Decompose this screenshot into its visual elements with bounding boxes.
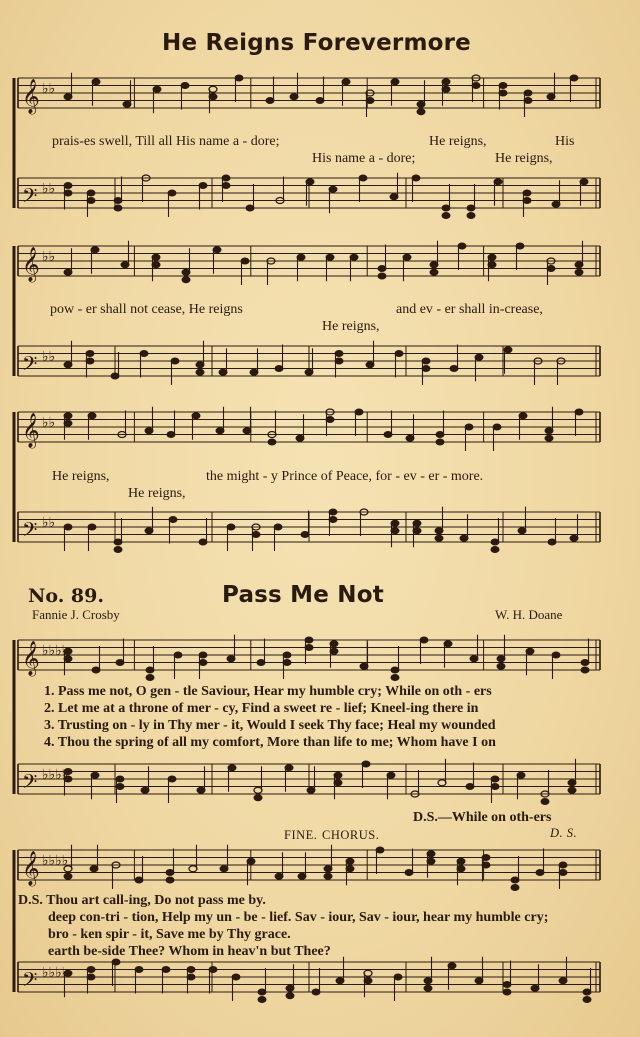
svg-text:𝄢: 𝄢: [22, 770, 38, 798]
fine-mark: FINE.: [284, 828, 318, 842]
lyric-line: and ev - er shall in-crease,: [396, 302, 543, 317]
verse-line: 1. Pass me not, O gen - tle Saviour, Hear my humble cry; While on oth - ers: [44, 684, 492, 699]
svg-text:𝄢: 𝄢: [22, 968, 38, 996]
lyric-line: the might - y Prince of Peace, for - ev - er - more.: [206, 469, 484, 484]
svg-text:♭♭: ♭♭: [42, 349, 56, 365]
svg-text:♭♭♭♭: ♭♭♭♭: [42, 643, 69, 659]
svg-text:♭♭: ♭♭: [42, 415, 56, 431]
author-credit: Fannie J. Crosby: [32, 607, 120, 622]
svg-text:♭♭: ♭♭: [42, 515, 56, 531]
lyric-line: pow - er shall not cease, He reigns: [50, 302, 243, 317]
verse-line: 2. Let me at a throne of mer - cy, Find a sweet re - lief; Kneel-ing there in: [44, 701, 479, 716]
svg-text:♭♭: ♭♭: [42, 181, 56, 197]
verse-line: 4. Thou the spring of all my comfort, More than life to me; Whom have I on: [44, 735, 496, 750]
svg-text:♭♭♭♭: ♭♭♭♭: [42, 853, 69, 869]
lyric-line: His: [555, 134, 575, 149]
lyric-line: He reigns,: [429, 134, 487, 149]
svg-text:𝄞: 𝄞: [22, 413, 40, 448]
verse-line: deep con-tri - tion, Help my un - be - lief. Sav - iour, Sav - iour, hear my humble cry;: [48, 910, 549, 925]
svg-text:♭♭♭♭: ♭♭♭♭: [42, 767, 69, 783]
svg-text:♭♭♭♭: ♭♭♭♭: [42, 965, 69, 981]
svg-text:𝄞: 𝄞: [22, 79, 40, 114]
hymn-title: Pass Me Not: [222, 582, 384, 608]
lyric-line: He reigns,: [322, 319, 380, 334]
svg-text:𝄢: 𝄢: [22, 184, 38, 212]
composer-credit: W. H. Doane: [495, 607, 563, 622]
chorus-mark: CHORUS.: [322, 828, 380, 842]
ds-note: D.S.—While on oth-ers: [413, 810, 552, 825]
svg-text:♭♭: ♭♭: [42, 249, 56, 265]
svg-text:𝄞: 𝄞: [22, 641, 40, 676]
lyric-line: He reigns,: [52, 469, 110, 484]
lyric-line: He reigns,: [495, 151, 553, 166]
verse-line: D.S. Thou art call-ing, Do not pass me by.: [18, 893, 266, 908]
lyric-line: prais-es swell, Till all His name a - dore;: [52, 134, 280, 149]
svg-text:𝄢: 𝄢: [22, 518, 38, 546]
lyric-line: He reigns,: [128, 486, 186, 501]
verse-line: bro - ken spir - it, Save me by Thy grace.: [48, 927, 291, 942]
ds-mark: D. S.: [550, 826, 578, 840]
svg-text:♭♭: ♭♭: [42, 81, 56, 97]
svg-text:𝄞: 𝄞: [22, 247, 40, 282]
verse-line: 3. Trusting on - ly in Thy mer - it, Would I seek Thy face; Heal my wounded: [44, 718, 496, 733]
verse-line: earth be-side Thee? Whom in heav'n but Thee?: [48, 944, 331, 959]
hymn-title: He Reigns Forevermore: [162, 30, 471, 56]
svg-text:𝄢: 𝄢: [22, 352, 38, 380]
svg-text:𝄞: 𝄞: [22, 851, 40, 886]
hymn-number: No. 89.: [28, 585, 104, 607]
lyric-line: His name a - dore;: [312, 151, 416, 166]
